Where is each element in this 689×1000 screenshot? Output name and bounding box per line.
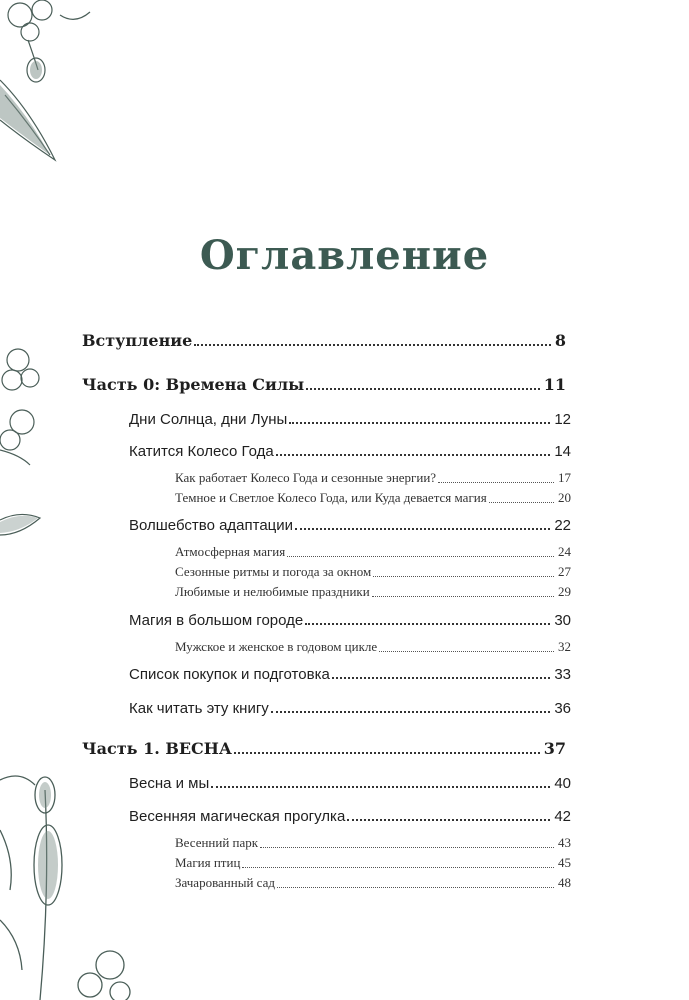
toc-entry-ptitsy[interactable]	[175, 855, 571, 871]
toc-entry-page: 14	[554, 443, 571, 460]
dot-leader	[242, 866, 554, 868]
toc-entry-part0[interactable]	[82, 375, 566, 394]
toc-entry-label: Как читать эту книгу	[129, 700, 269, 717]
toc-entry-volshebstvo[interactable]	[129, 517, 571, 534]
toc-entry-page: 43	[558, 835, 571, 850]
dot-leader	[372, 595, 554, 597]
toc-entry-vesna-my[interactable]	[129, 775, 571, 792]
toc-entry-label: Весенняя магическая прогулка	[129, 808, 346, 825]
toc-entry-page: 37	[543, 739, 566, 758]
toc-entry-label: Мужское и женское в годовом цикле	[175, 639, 378, 654]
toc-entry-label: Часть 0: Времена Силы	[82, 375, 305, 394]
dot-leader	[332, 676, 551, 679]
dot-leader	[305, 622, 550, 625]
toc-entry-label: Весна и мы	[129, 775, 210, 792]
toc-entry-kak-chitat[interactable]	[129, 700, 571, 717]
dot-leader	[271, 710, 551, 713]
toc-entry-spisok[interactable]	[129, 666, 571, 683]
toc-entry-progulka[interactable]	[129, 808, 571, 825]
dot-leader	[379, 650, 554, 652]
toc-entry-kak-rabotaet[interactable]	[175, 470, 571, 486]
toc-entry-koleso[interactable]	[129, 443, 571, 460]
toc-entry-page: 42	[554, 808, 571, 825]
toc-entry-temnoe[interactable]	[175, 490, 571, 506]
page-title: Оглавление	[199, 232, 490, 279]
dot-leader	[295, 527, 550, 530]
toc-entry-label: Часть 1. ВЕСНА	[82, 739, 232, 758]
dot-leader	[287, 555, 554, 557]
dot-leader	[234, 751, 540, 754]
toc-entry-label: Магия птиц	[175, 855, 241, 870]
dot-leader	[373, 575, 554, 577]
toc-entry-atmosfernaya[interactable]	[175, 544, 571, 560]
toc-entry-page: 17	[558, 470, 571, 485]
toc-entry-page: 36	[554, 700, 571, 717]
toc-entry-page: 32	[558, 639, 571, 654]
toc-entry-label: Дни Солнца, дни Луны	[129, 411, 288, 428]
toc-entry-vstuplenie[interactable]	[82, 331, 566, 350]
toc-entry-page: 45	[558, 855, 571, 870]
toc-entry-label: Как работает Колесо Года и сезонные энергии?	[175, 470, 437, 485]
toc-entry-sad[interactable]	[175, 875, 571, 891]
toc-entry-label: Атмосферная магия	[175, 544, 286, 559]
dot-leader	[489, 501, 554, 503]
toc-entry-part1[interactable]	[82, 739, 566, 758]
toc-entry-page: 33	[554, 666, 571, 683]
toc-entry-label: Темное и Светлое Колесо Года, или Куда девается магия	[175, 490, 487, 505]
dot-leader	[277, 886, 554, 888]
toc-entry-page: 12	[554, 411, 571, 428]
toc-entry-ritmy[interactable]	[175, 564, 571, 580]
toc-entry-gorod[interactable]	[129, 612, 571, 629]
toc-entry-label: Любимые и нелюбимые праздники	[175, 584, 370, 599]
toc-entry-label: Волшебство адаптации	[129, 517, 294, 534]
dot-leader	[194, 343, 551, 346]
toc-entry-page: 22	[554, 517, 571, 534]
toc-entry-page: 27	[558, 564, 571, 579]
toc-entry-page: 20	[558, 490, 571, 505]
dot-leader	[289, 421, 550, 424]
dot-leader	[211, 785, 550, 788]
toc-entry-page: 11	[543, 375, 566, 394]
toc-entry-dni[interactable]	[129, 411, 571, 428]
dot-leader	[276, 453, 551, 456]
toc-entry-label: Катится Колесо Года	[129, 443, 274, 460]
toc-entry-muzhskoe[interactable]	[175, 639, 571, 655]
toc-entry-page: 24	[558, 544, 571, 559]
toc-entry-label: Сезонные ритмы и погода за окном	[175, 564, 372, 579]
toc-entry-page: 30	[554, 612, 571, 629]
toc-entry-label: Магия в большом городе	[129, 612, 304, 629]
toc-entry-page: 40	[554, 775, 571, 792]
dot-leader	[260, 846, 554, 848]
toc-entry-label: Зачарованный сад	[175, 875, 275, 890]
toc-entry-label: Весенний парк	[175, 835, 259, 850]
toc-entry-label: Список покупок и подготовка	[129, 666, 330, 683]
toc-entry-page: 29	[558, 584, 571, 599]
toc-entry-park[interactable]	[175, 835, 571, 851]
toc-entry-label: Вступление	[82, 331, 193, 350]
dot-leader	[347, 818, 550, 821]
toc-entry-page: 8	[554, 331, 566, 350]
dot-leader	[306, 387, 540, 390]
toc-entry-page: 48	[558, 875, 571, 890]
dot-leader	[438, 481, 554, 483]
toc-entry-prazdniki[interactable]	[175, 584, 571, 600]
